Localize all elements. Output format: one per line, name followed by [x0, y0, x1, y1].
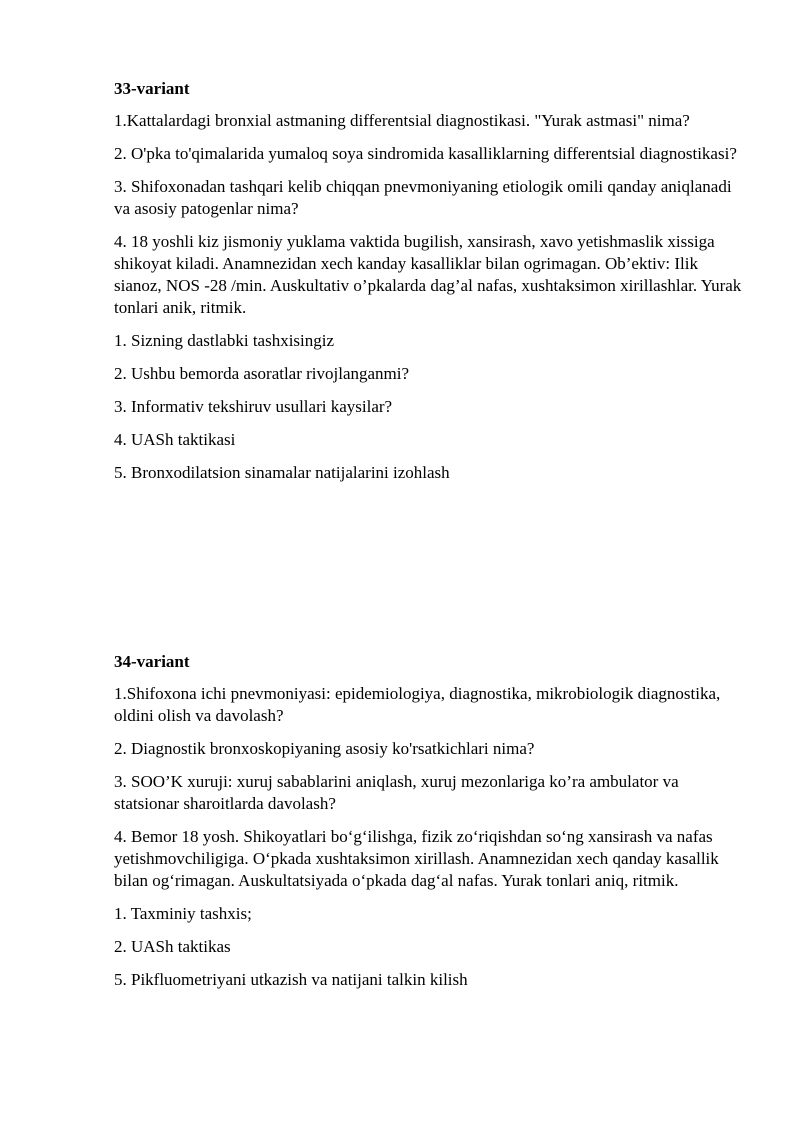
variant-34-title: 34-variant [114, 652, 190, 671]
variant-33-task-4: 4. UASh taktikasi [114, 430, 236, 449]
variant-34-question-3: 3. SOO’K xuruji: xuruj sabablarini aniqlash, xuruj mezonlariga ko’ra ambulator va statsionar sharoitlarda davolash? [114, 772, 679, 813]
variant-33-task-3: 3. Informativ tekshiruv usullari kaysilar? [114, 397, 393, 416]
variant-34-task-3: 5. Pikfluometriyani utkazish va natijani talkin kilish [114, 970, 468, 989]
variant-33-question-1: 1.Kattalardagi bronxial astmaning differentsial diagnostikasi. "Yurak astmasi" nima? [114, 111, 690, 130]
variant-34-question-4: 4. Bemor 18 yosh. Shikoyatlari bo‘g‘ilishga, fizik zo‘riqishdan so‘ng xansirash va nafas yetishmovchiligiga. O‘pkada xushtaksimon xirillash. Anamnezidan xech qanday kasallik bilan og‘rimagan. Auskultatsiyada o‘pkada dag‘al nafas. Yurak tonlari aniq, ritmik. [114, 827, 719, 890]
variant-34-question-2: 2. Diagnostik bronxoskopiyaning asosiy ko'rsatkichlari nima? [114, 739, 535, 758]
variant-33-question-3: 3. Shifoxonadan tashqari kelib chiqqan pnevmoniyaning etiologik omili qanday aniqlanadi va asosiy patogenlar nima? [114, 177, 732, 218]
variant-34-task-1: 1. Taxminiy tashxis; [114, 904, 252, 923]
variant-33-task-2: 2. Ushbu bemorda asoratlar rivojlanganmi? [114, 364, 410, 383]
variant-33-question-4: 4. 18 yoshli kiz jismoniy yuklama vaktida bugilish, xansirash, xavo yetishmaslik xissiga shikoyat kiladi. Anamnezidan xech kanday kasalliklar bilan ogrimagan. Ob’ektiv: Ilik sianoz, NOS -28 /min. Auskultativ o’pkalarda dag’al nafas, xushtaksimon xirillashlar. Yurak tonlari anik, ritmik. [114, 232, 742, 317]
variant-34-task-2: 2. UASh taktikas [114, 937, 231, 956]
variant-34-question-1: 1.Shifoxona ichi pnevmoniyasi: epidemiologiya, diagnostika, mikrobiologik diagnostika, oldini olish va davolash? [114, 684, 721, 725]
variant-33-section [114, 78, 744, 495]
variant-33-task-5: 5. Bronxodilatsion sinamalar natijalarini izohlash [114, 463, 450, 482]
variant-33-task-1: 1. Sizning dastlabki tashxisingiz [114, 331, 335, 350]
variant-33-question-2: 2. O'pka to'qimalarida yumaloq soya sindromida kasalliklarning differentsial diagnostikasi? [114, 144, 737, 163]
variant-33-title: 33-variant [114, 79, 190, 98]
variant-34-section [114, 651, 744, 1002]
